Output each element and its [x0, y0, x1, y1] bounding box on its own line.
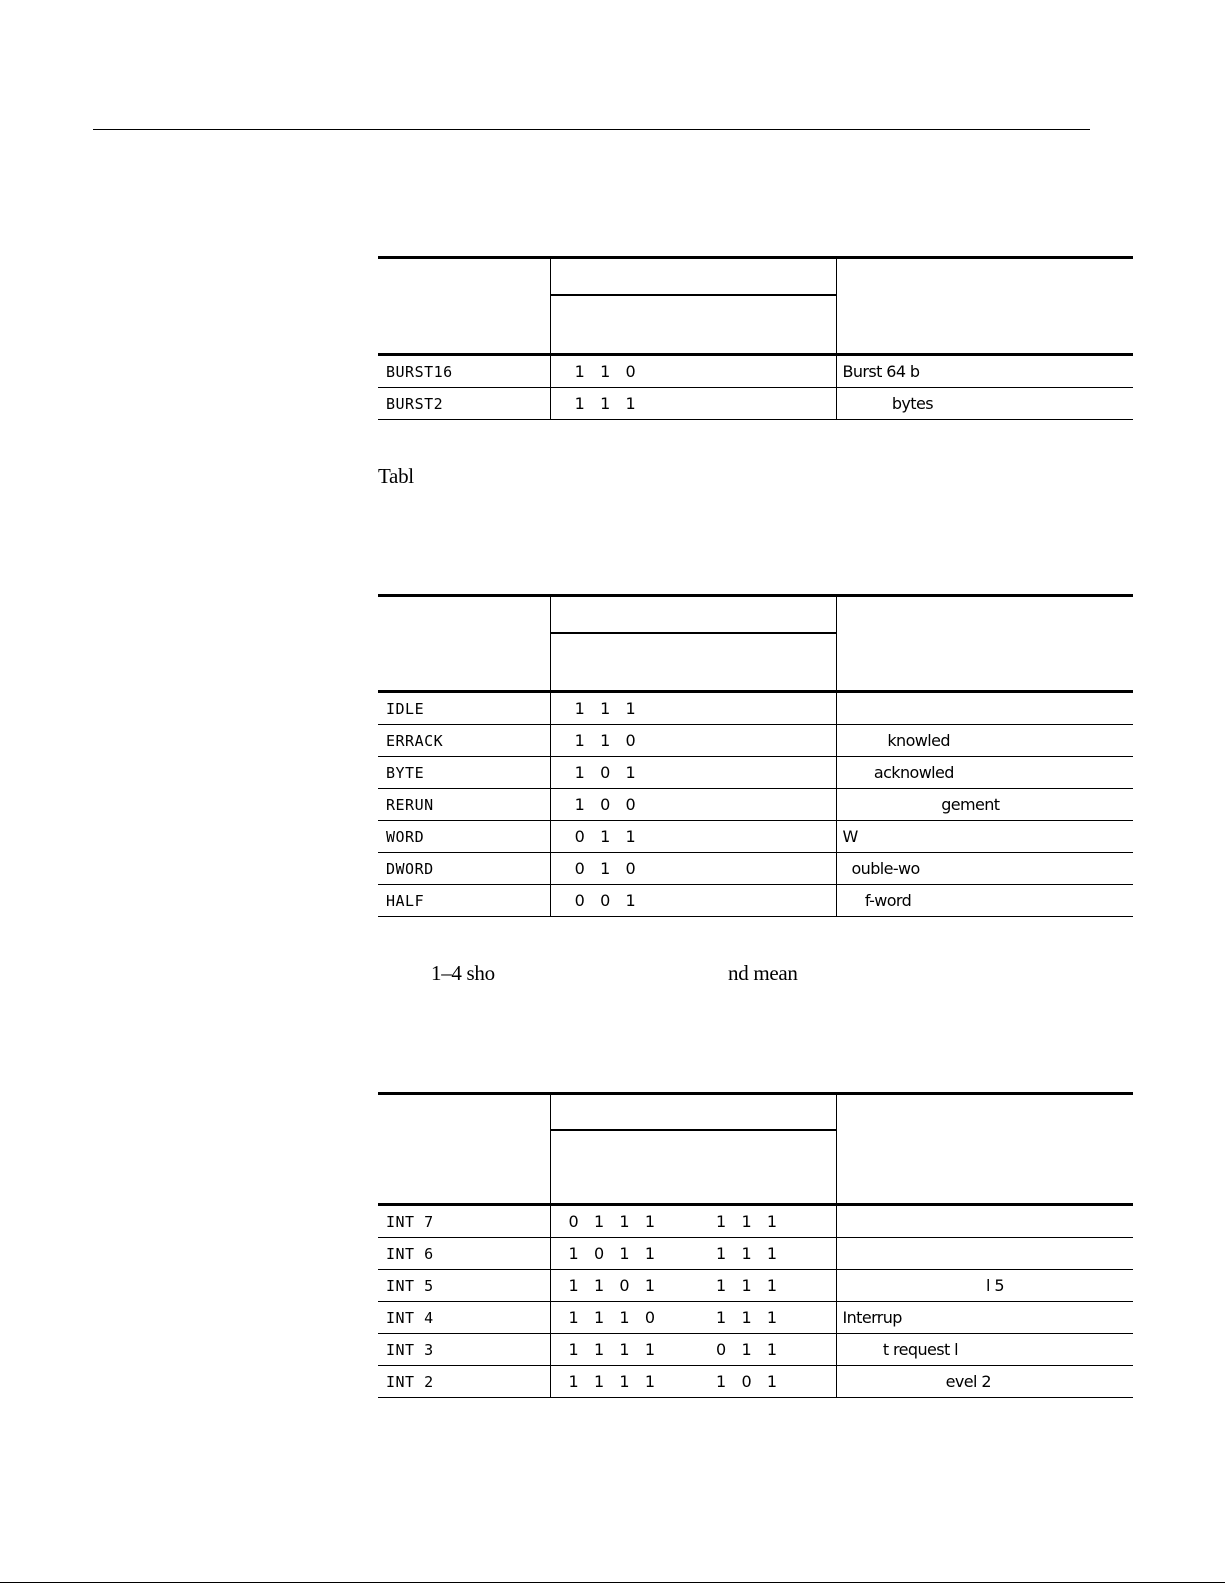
table-row	[378, 1366, 1133, 1398]
table-header-cell	[378, 1094, 550, 1130]
description-cell: f-word	[836, 885, 1133, 917]
table-header-cell	[550, 258, 836, 295]
signal-cell: INT 7	[378, 1205, 550, 1238]
signal-cell: ERRACK	[378, 725, 550, 757]
description-cell	[836, 1238, 1133, 1270]
table-row	[378, 1302, 1133, 1334]
signal-cell: BURST16	[378, 355, 550, 388]
signal-cell: IDLE	[378, 692, 550, 725]
caption-table-2-part-b: nd mean	[728, 961, 798, 985]
table-row	[378, 1238, 1133, 1270]
signal-cell: WORD	[378, 821, 550, 853]
table-row	[378, 355, 1133, 388]
table-header-cell	[550, 596, 836, 633]
table-header-cell	[378, 258, 550, 295]
bits-cell: 1 1 1 1 1 0 1	[550, 1366, 836, 1398]
table-row	[378, 885, 1133, 917]
header-rule	[93, 129, 1090, 130]
bits-cell: 1 1 1	[550, 388, 836, 420]
signal-cell: BURST2	[378, 388, 550, 420]
table-header-cell	[836, 1130, 1133, 1205]
table-header-cell	[836, 633, 1133, 692]
table-row	[378, 757, 1133, 789]
description-cell	[836, 692, 1133, 725]
table-header-cell	[550, 1094, 836, 1130]
bits-cell: 1 1 1 1 0 1 1	[550, 1334, 836, 1366]
table-row	[378, 789, 1133, 821]
bits-cell: 1 0 0	[550, 789, 836, 821]
caption-table-2-part-a: 1–4 sho	[431, 961, 495, 985]
table-header-cell	[836, 596, 1133, 633]
footer-rule	[0, 1582, 1225, 1583]
description-cell: W	[836, 821, 1133, 853]
bits-cell: 0 1 1	[550, 821, 836, 853]
description-cell: l 5	[836, 1270, 1133, 1302]
table-row	[378, 853, 1133, 885]
signal-cell: INT 6	[378, 1238, 550, 1270]
table-header-cell	[378, 1130, 550, 1205]
table-header-cell	[550, 295, 836, 355]
table-header-cell	[550, 633, 836, 692]
table-row	[378, 388, 1133, 420]
bits-cell: 1 1 1 0 1 1 1	[550, 1302, 836, 1334]
table-1	[378, 256, 1133, 420]
table-header-cell	[378, 596, 550, 633]
table-row	[378, 1270, 1133, 1302]
table-row	[378, 1334, 1133, 1366]
description-cell: bytes	[836, 388, 1133, 420]
signal-cell: DWORD	[378, 853, 550, 885]
signal-cell: INT 3	[378, 1334, 550, 1366]
signal-cell: BYTE	[378, 757, 550, 789]
table-row	[378, 1205, 1133, 1238]
bits-cell: 0 0 1	[550, 885, 836, 917]
table-row	[378, 725, 1133, 757]
signal-cell: INT 5	[378, 1270, 550, 1302]
table-header-cell	[550, 1130, 836, 1205]
description-cell	[836, 1205, 1133, 1238]
caption-table-1: Tabl	[378, 464, 414, 488]
description-cell: acknowled	[836, 757, 1133, 789]
table-row	[378, 692, 1133, 725]
bits-cell: 1 0 1	[550, 757, 836, 789]
table-header-cell	[836, 1094, 1133, 1130]
bits-cell: 1 1 0	[550, 355, 836, 388]
bits-cell: 1 1 0	[550, 725, 836, 757]
table-3	[378, 1092, 1133, 1398]
table-row	[378, 821, 1133, 853]
bits-cell: 1 1 0 1 1 1 1	[550, 1270, 836, 1302]
signal-cell: HALF	[378, 885, 550, 917]
bits-cell: 1 0 1 1 1 1 1	[550, 1238, 836, 1270]
description-cell: Interrup	[836, 1302, 1133, 1334]
bits-cell: 0 1 0	[550, 853, 836, 885]
description-cell: ouble-wo	[836, 853, 1133, 885]
description-cell: gement	[836, 789, 1133, 821]
signal-cell: RERUN	[378, 789, 550, 821]
table-header-cell	[378, 295, 550, 355]
description-cell: knowled	[836, 725, 1133, 757]
description-cell: t request l	[836, 1334, 1133, 1366]
bits-cell: 1 1 1	[550, 692, 836, 725]
description-cell: evel 2	[836, 1366, 1133, 1398]
signal-cell: INT 4	[378, 1302, 550, 1334]
table-header-cell	[836, 258, 1133, 295]
table-header-cell	[836, 295, 1133, 355]
table-2	[378, 594, 1133, 917]
bits-cell: 0 1 1 1 1 1 1	[550, 1205, 836, 1238]
description-cell: Burst 64 b	[836, 355, 1133, 388]
table-header-cell	[378, 633, 550, 692]
signal-cell: INT 2	[378, 1366, 550, 1398]
